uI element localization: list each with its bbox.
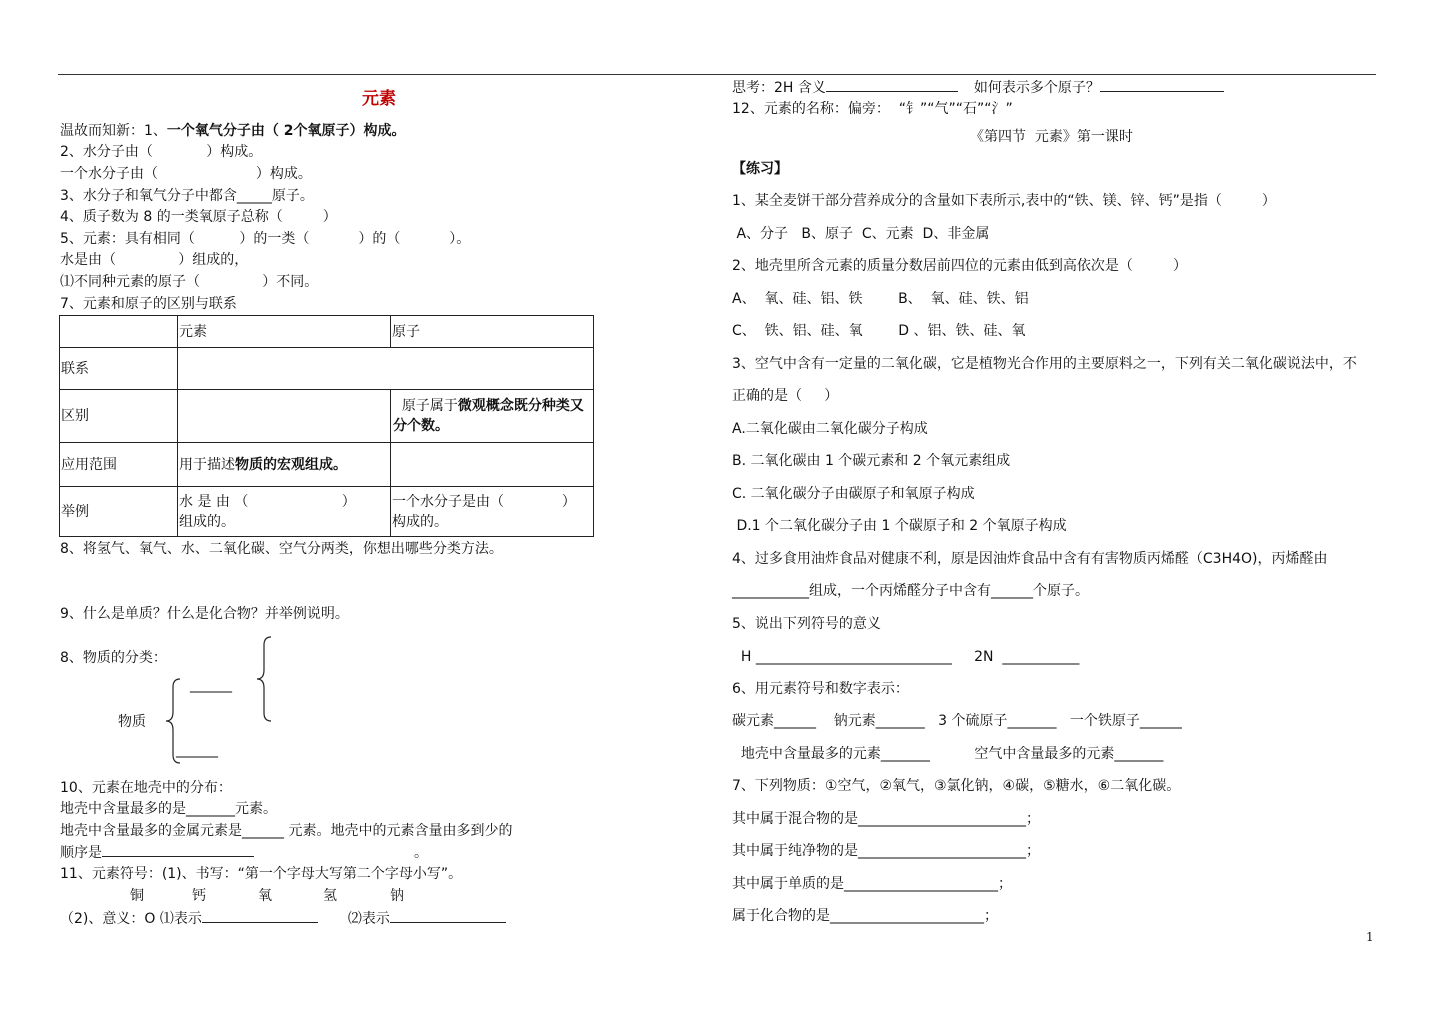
classification-blank-2: ______ <box>176 742 218 758</box>
question-2-options-ab: A、 氧、硅、铝、铁 B、 氧、硅、铁、铝 <box>732 291 1029 307</box>
question-3: 3、空气中含有一定量的二氧化碳，它是植物光合作用的主要原料之一，下列有关二氧化碳说法中，不 <box>732 356 1357 372</box>
example-atom-cell: 一个水分子是由（ ） 构成的。 <box>391 487 594 537</box>
question-3-continued: 正确的是（ ） <box>732 388 839 404</box>
question-1-options: A、分子 B、原子 C、元素 D、非金属 <box>732 226 990 242</box>
row-label-example: 举例 <box>60 487 178 537</box>
row-label-difference: 区别 <box>60 390 178 443</box>
scope-element-cell: 用于描述物质的宏观组成。 <box>178 443 391 487</box>
question-7: 7、下列物质：①空气，②氧气，③氯化钠，④碳，⑤糖水，⑥二氧化碳。 <box>732 778 1181 794</box>
question-7-pure: 其中属于纯净物的是________________________； <box>732 843 1040 859</box>
line-most-abundant-metal: 地壳中含量最多的金属元素是______ 元素。地壳中的元素含量由多到少的 <box>60 823 513 839</box>
blank-line <box>390 909 506 923</box>
table-row <box>60 390 594 443</box>
line-classification-methods: 8、将氢气、氧气、水、二氧化碳、空气分两类，你想出哪些分类方法。 <box>60 541 503 557</box>
line-element-compound: 9、什么是单质？什么是化合物？并举例说明。 <box>60 606 349 622</box>
question-3-option-a: A.二氧化碳由二氧化碳分子构成 <box>732 421 928 437</box>
line-element-names: 12、元素的名称：偏旁： “钅”“气”“石”“氵” <box>732 101 1013 117</box>
question-6-line-1: 碳元素______ 钠元素_______ 3 个硫原子_______ 一个铁原子______ <box>732 713 1182 729</box>
question-6: 6、用元素符号和数字表示： <box>732 681 909 697</box>
line-think: 思考：2H 含义 如何表示多个原子？ <box>732 78 1224 97</box>
table-cell <box>178 390 391 443</box>
page-number: 1 <box>1366 930 1374 944</box>
blank-line <box>202 909 318 923</box>
line-common-atom: 3、水分子和氧气分子中都含_____原子。 <box>60 188 314 204</box>
question-3-option-d: D.1 个二氧化碳分子由 1 个碳原子和 2 个氧原子构成 <box>732 518 1067 534</box>
line-water-composition: 水是由（ ）组成的， <box>60 252 249 268</box>
classification-blank-1: ______ <box>190 677 232 693</box>
table-cell <box>391 443 594 487</box>
table-cell <box>60 316 178 348</box>
table-cell <box>178 348 594 390</box>
table-header-atom: 原子 <box>391 316 594 348</box>
line-table-caption: 7、元素和原子的区别与联系 <box>60 296 237 312</box>
line-element-definition: 5、元素：具有相同（ ）的一类（ ）的（ ）。 <box>60 231 471 247</box>
element-name-4: 钠 <box>390 888 404 904</box>
question-4-continued: ___________组成，一个丙烯醛分子中含有______个原子。 <box>732 583 1089 599</box>
line-substance-classification: 8、物质的分类： <box>60 650 167 666</box>
line-one-water-molecule: 一个水分子由（ ）构成。 <box>60 166 312 182</box>
line-proton-number: 4、质子数为 8 的一类氧原子总称（ ） <box>60 209 337 225</box>
question-6-line-2: 地壳中含量最多的元素_______ 空气中含量最多的元素_______ <box>732 746 1164 762</box>
header-rule <box>58 74 1376 75</box>
element-name-2: 氧 <box>258 888 272 904</box>
right-brace-icon <box>255 636 275 722</box>
element-name-1: 钙 <box>192 888 206 904</box>
question-2-options-cd: C、 铁、铝、硅、氧 D 、铝、铁、硅、氧 <box>732 323 1026 339</box>
section-heading: 《第四节 元素》第一课时 <box>970 129 1133 145</box>
table-header-element: 元素 <box>178 316 391 348</box>
row-label-relation: 联系 <box>60 348 178 390</box>
line-most-abundant: 地壳中含量最多的是_______元素。 <box>60 801 277 817</box>
line-crust-distribution: 10、元素在地壳中的分布： <box>60 780 232 796</box>
table-row <box>60 443 594 487</box>
question-5: 5、说出下列符号的意义 <box>732 616 881 632</box>
question-1: 1、某全麦饼干部分营养成分的含量如下表所示,表中的“铁、镁、锌、钙”是指（ ） <box>732 193 1276 209</box>
line-review: 温故而知新：1、一个氧气分子由（ 2个氧原子）构成。 <box>60 123 406 139</box>
question-5-symbols: H ____________________________ 2N ___________ <box>732 649 1080 665</box>
blank-line <box>102 843 254 857</box>
element-atom-table <box>59 315 594 537</box>
classification-center-label: 物质 <box>118 714 146 730</box>
line-symbol-meaning: （2)、意义：O ⑴表示 ⑵表示 <box>60 909 506 928</box>
example-element-cell: 水 是 由 （ ） 组成的。 <box>178 487 391 537</box>
question-3-option-c: C. 二氧化碳分子由碳原子和氧原子构成 <box>732 486 975 502</box>
blank-line <box>1100 78 1224 92</box>
question-7-mixture: 其中属于混合物的是________________________； <box>732 811 1040 827</box>
blank-line <box>826 78 958 92</box>
practice-heading: 【练习】 <box>732 161 788 177</box>
difference-atom-cell: 原子属于微观概念既分种类又分个数。 <box>391 390 594 443</box>
element-name-3: 氢 <box>323 888 337 904</box>
question-2: 2、地壳里所含元素的质量分数居前四位的元素由低到高依次是（ ） <box>732 258 1187 274</box>
table-header-row <box>60 316 594 348</box>
page-title: 元素 <box>362 89 396 109</box>
table-row <box>60 348 594 390</box>
table-row <box>60 487 594 537</box>
element-name-0: 铜 <box>130 888 144 904</box>
question-4: 4、过多食用油炸食品对健康不利，原是因油炸食品中含有有害物质丙烯醛（C3H4O)，丙烯醛由 <box>732 551 1328 567</box>
line-water-molecule: 2、水分子由（ ）构成。 <box>60 144 263 160</box>
row-label-scope: 应用范围 <box>60 443 178 487</box>
question-7-element: 其中属于单质的是______________________； <box>732 876 1012 892</box>
question-7-compound: 属于化合物的是______________________； <box>732 908 998 924</box>
line-different-atoms: ⑴不同种元素的原子（ ）不同。 <box>60 274 319 290</box>
line-element-symbol: 11、元素符号：(1)、书写：“第一个字母大写第二个字母小写”。 <box>60 866 463 882</box>
line-order: 顺序是 。 <box>60 845 428 861</box>
question-3-option-b: B. 二氧化碳由 1 个碳元素和 2 个氧元素组成 <box>732 453 1011 469</box>
